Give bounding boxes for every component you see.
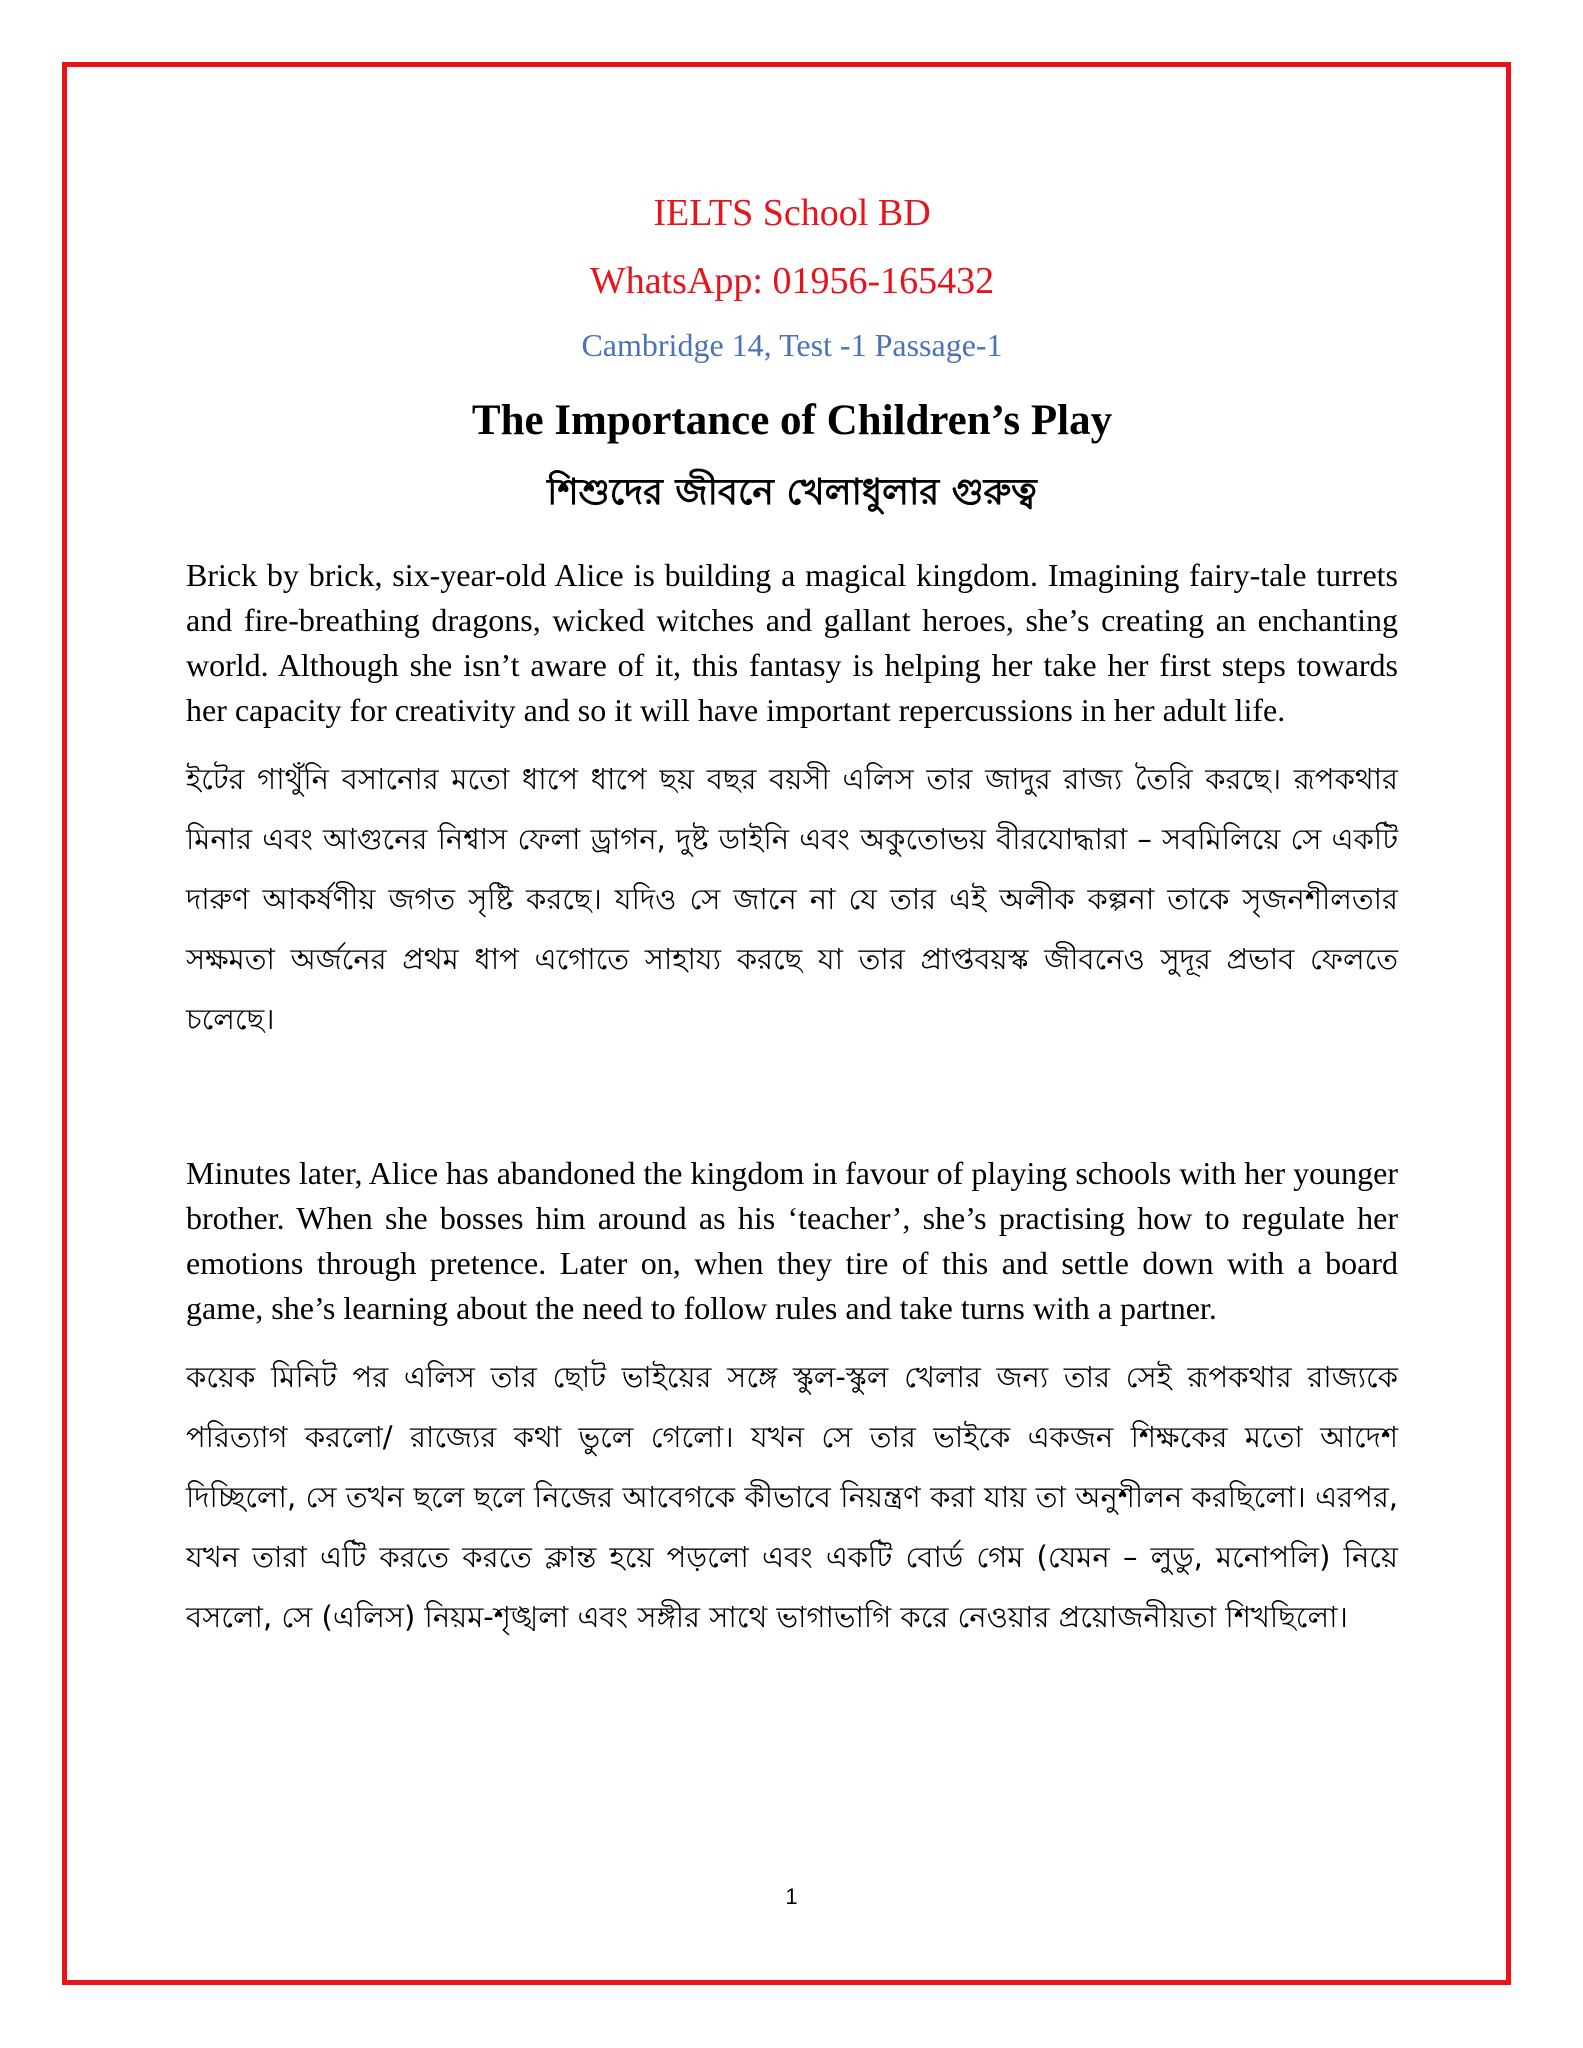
paragraph-2-bengali: কয়েক মিনিট পর এলিস তার ছোট ভাইয়ের সঙ্গে স্কুল-স্কুল খেলার জন্য তার সেই রূপকথার রাজ্যকে পরিত্যাগ করলো/ রাজ্যের কথা ভুলে গেলো। যখন সে তার ভাইকে একজন শিক্ষকের মতো আদেশ দিচ্ছিলো, সে তখন ছলে ছলে নিজের আবেগকে কীভাবে নিয়ন্ত্রণ করা যায় তা অনুশীলন করছিলো। এরপর, যখন তারা এটি করতে করতে ক্লান্ত হয়ে পড়লো এবং একটি বোর্ড গেম (যেমন – লুডু, মনোপলি) নিয়ে বসলো, সে (এলিস) নিয়ম-শৃঙ্খলা এবং সঙ্গীর সাথে ভাগাভাগি করে নেওয়ার প্রয়োজনীয়তা শিখছিলো।	[186, 1360, 1398, 1634]
source-reference: Cambridge 14, Test -1 Passage-1	[581, 327, 1003, 363]
paragraph-2-english: Minutes later, Alice has abandoned the kingdom in favour of playing schools with her younger brother. When she bosses him around as his ‘teacher’, she’s practising how to regulate her emotions through pretence. Later on, when they tire of this and settle down with a board game, she’s learning about the need to follow rules and take turns with a partner.	[186, 1155, 1398, 1326]
document-title-bengali: শিশুদের জীবনে খেলাধুলার গুরুত্ব	[547, 472, 1037, 513]
paragraph-1-bengali: ইটের গাথুঁনি বসানোর মতো ধাপে ধাপে ছয় বছর বয়সী এলিস তার জাদুর রাজ্য তৈরি করছে। রূপকথার মিনার এবং আগুনের নিশ্বাস ফেলা ড্রাগন, দুষ্ট ডাইনি এবং অকুতোভয় বীরযোদ্ধারা – সবমিলিয়ে সে একটি দারুণ আকর্ষণীয় জগত সৃষ্টি করছে। যদিও সে জানে না যে তার এই অলীক কল্পনা তাকে সৃজনশীলতার সক্ষমতা অর্জনের প্রথম ধাপ এগোতে সাহায্য করছে যা তার প্রাপ্তবয়স্ক জীবনেও সুদূর প্রভাব ফেলতে চলেছে।	[186, 762, 1398, 1036]
brand-name: IELTS School BD	[653, 192, 931, 234]
whatsapp-contact: WhatsApp: 01956-165432	[589, 260, 995, 302]
page-number: 1	[785, 1884, 798, 1909]
paragraph-1-english: Brick by brick, six-year-old Alice is building a magical kingdom. Imagining fairy-tale turrets and fire-breathing dragons, wicked witches and gallant heroes, she’s creating an enchanting world. Although she isn’t aware of it, this fantasy is helping her take her first steps towards her capacity for creativity and so it will have important repercussions in her adult life.	[186, 557, 1398, 728]
document-body	[186, 178, 1398, 1647]
document-title: The Importance of Children’s Play	[471, 397, 1113, 444]
